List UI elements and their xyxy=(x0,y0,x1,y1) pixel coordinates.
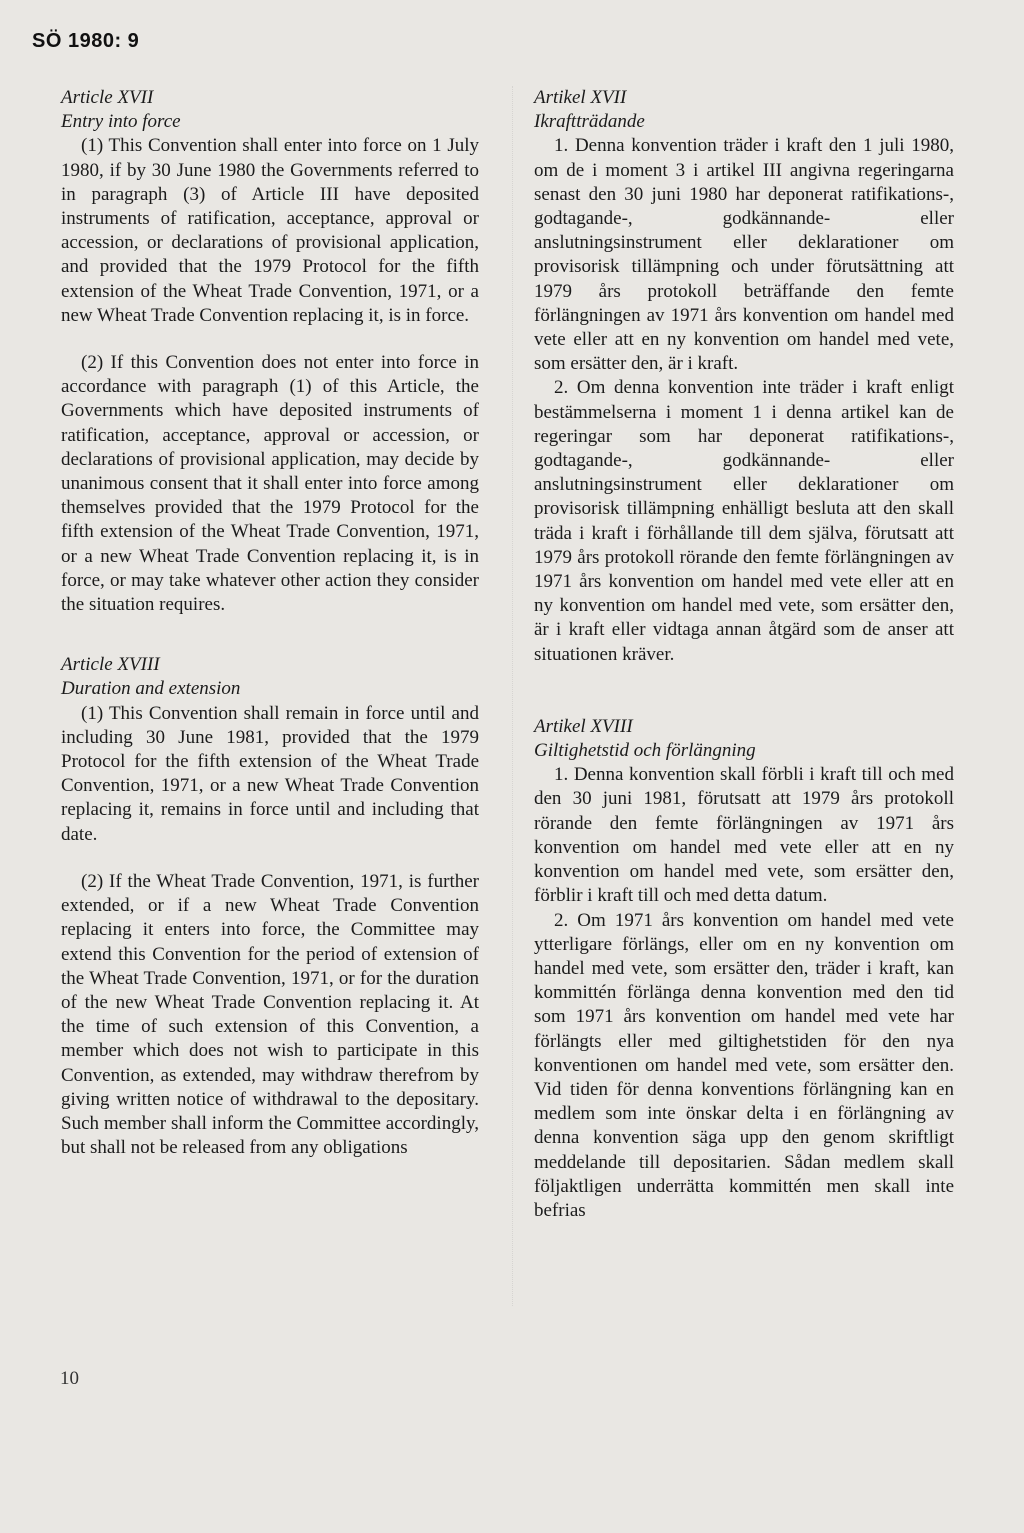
article-title: Artikel XVII xyxy=(534,87,627,108)
paragraph: 1. Denna konvention skall förbli i kraft till och med den 30 juni 1981, förutsatt att 1979 års protokoll rörande den femte förlängningen av 1971 års konvention om handel med vete eller att en ny konvention om handel med vete, som ersätter den, förblir i kraft till och med detta datum. xyxy=(534,764,954,907)
paragraph: (1) This Convention shall remain in force until and including 30 June 1981, provided that the 1979 Protocol for the fifth extension of the Wheat Trade Convention, 1971, or a new Wheat Trade Convention replacing it, remains in force until and including that date. xyxy=(61,702,479,845)
article-subtitle: Duration and extension xyxy=(61,678,241,700)
article-subtitle: Entry into force xyxy=(61,111,181,133)
article-title: Artikel XVIII xyxy=(534,715,633,737)
swedish-column xyxy=(534,86,954,1223)
article-title: Article XVIII xyxy=(61,654,160,676)
paragraph: 1. Denna konvention träder i kraft den 1 juli 1980, om de i moment 3 i artikel III angivna regeringarna senast den 30 juni 1980 har deponerat ratifikations-, godtagande-, godkännande- eller anslutningsinstrument eller deklarationer om provisorisk tillämpning och under förutsättning att 1979 års protokoll beträffande den femte förlängningen av 1971 års konvention om handel med vete eller att en ny konvention om handel med vete, som ersätter den, är i kraft. xyxy=(534,135,954,375)
article-xviii-sv xyxy=(534,715,954,1223)
article-subtitle: Ikraftträdande xyxy=(534,111,645,133)
article-xvii-sv xyxy=(534,86,954,667)
paragraph: 2. Om 1971 års konvention om handel med vete ytterligare förlängs, eller om en ny konvention om handel med vete, som ersätter den, träder i kraft, kan kommittén förlänga denna konvention med den tid som 1971 års konvention om handel med vete har förlängts eller med giltighetstiden för den nya konventionen om handel med vete, som ersätter den. Vid tiden för denna konventions förlängning kan en medlem som inte önskar delta i en förlängning av denna konvention säga upp den genom skriftligt meddelande till depositarien. Sådan medlem skall följaktligen underrätta kommittén men skall inte befrias xyxy=(534,909,954,1221)
paragraph: (2) If the Wheat Trade Convention, 1971, is further extended, or if a new Wheat Trade Convention replacing it enters into force, the Committee may extend this Convention for the period of extension of the Wheat Trade Convention, 1971, or for the duration of the new Wheat Trade Convention replacing it. At the time of such extension of this Convention, a member which does not wish to participate in this Convention, as extended, may withdraw therefrom by giving written notice of withdrawal to the depositary. Such member shall inform the Committee accordingly, but shall not be released from any obligations xyxy=(61,870,479,1159)
document-header: SÖ 1980: 9 xyxy=(32,30,140,52)
article-xvii-en xyxy=(61,86,479,617)
column-divider xyxy=(512,86,513,1306)
article-subtitle: Giltighetstid och förlängning xyxy=(534,740,756,762)
article-xviii-en xyxy=(61,653,479,1160)
paragraph: (1) This Convention shall enter into force on 1 July 1980, if by 30 June 1980 the Governments referred to in paragraph (3) of Article III have deposited instruments of ratification, acceptance, approval or accession, or declarations of provisional application, and provided that the 1979 Protocol for the fifth extension of the Wheat Trade Convention, 1971, or a new Wheat Trade Convention replacing it, is in force. xyxy=(61,135,479,326)
paragraph: 2. Om denna konvention inte träder i kraft enligt bestämmelserna i moment 1 i denna artikel kan de regeringar som har deponerat ratifikations-, godtagande-, godkännande- eller anslutningsinstrument eller deklarationer om provisorisk tillämpning enhälligt besluta att den skall träda i kraft i förhållande till dem själva, förutsatt att 1979 års protokoll rörande den femte förlängningen av 1971 års konvention om handel med vete eller att en ny konvention om handel med vete, som ersätter den, är i kraft eller vidtaga annan åtgärd som de anser att situationen kräver. xyxy=(534,377,954,665)
article-title: Article XVII xyxy=(61,87,154,108)
page-number: 10 xyxy=(60,1368,79,1389)
paragraph: (2) If this Convention does not enter into force in accordance with paragraph (1) of this Article, the Governments which have deposited instruments of ratification, acceptance, approval or accession, or declarations of provisional application, may decide by unanimous consent that it shall enter into force among themselves provided that the 1979 Protocol for the fifth extension of the Wheat Trade Convention, 1971, or a new Wheat Trade Convention replacing it, is in force, or may take whatever other action they consider the situation requires. xyxy=(61,352,479,616)
english-column xyxy=(61,86,479,1160)
